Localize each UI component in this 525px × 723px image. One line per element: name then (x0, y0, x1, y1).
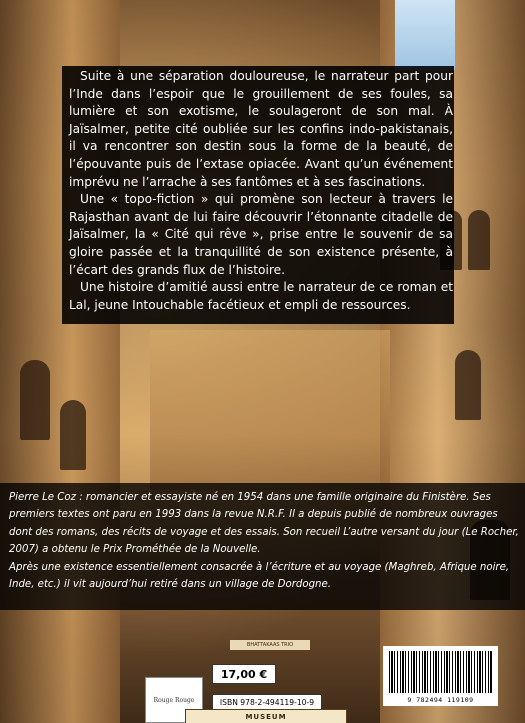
background-sky (395, 0, 455, 70)
blurb-paragraph: Une « topo-fiction » qui promène son lecteur à travers le Rajasthan avant de lui faire découvrir l’étonnante citadelle de Jaïsalmer, la « Cité qui rêve », prise entre le souvenir de sa gloire passée et la tranquillité de son existence présente, à l’écart des grands flux de l’histoire. (69, 192, 453, 277)
background-window (468, 210, 490, 270)
museum-sign: MUSEUM (185, 709, 347, 723)
barcode-digits: 9 782494 119109 (407, 696, 474, 704)
background-window (60, 400, 86, 470)
blurb-paragraph: Une histoire d’amitié aussi entre le narrateur de ce roman et Lal, jeune Intouchable facétieux et empli de ressources. (69, 280, 453, 312)
price-label: 17,00 € (212, 664, 276, 684)
bio-paragraph: Pierre Le Coz : romancier et essayiste né en 1954 dans une famille originaire du Finistère. Ses premiers textes ont paru en 1993 dans la revue N.R.F. Il a depuis publié de nombreux ouvrages dont des romans, des récits de voyage et des essais. Son recueil L’autre versant du jour (Le Rocher, 2007) a obtenu le Prix Prométhée de la Nouvelle. (9, 492, 519, 556)
publisher-logo: Rouge Rouge (145, 677, 203, 723)
blurb-paragraph: Suite à une séparation douloureuse, le narrateur part pour l’Inde dans l’espoir que le grouillement de ses foules, sa lumière et son exotisme, le soulageront de son mal. À Jaïsalmer, petite cité oubliée sur les confins indo-pakistanais, il va rencontrer son destin sous la forme de la beauté, de l’épouvante puis de l’extase opiacée. Avant qu’un événement imprévu ne l’arrache à ses fantômes et à ses fascinations. (69, 69, 453, 189)
author-bio (9, 489, 519, 593)
isbn-label: ISBN 978-2-494119-10-9 (212, 694, 322, 710)
street-sign-small: BHATTAKAAS TRIO (230, 640, 310, 650)
blurb-text (69, 68, 453, 314)
barcode (383, 646, 498, 706)
background-window (455, 350, 481, 420)
background-balcony (150, 330, 390, 490)
background-window (20, 360, 50, 440)
barcode-bars (389, 651, 492, 693)
bio-paragraph: Après une existence essentiellement consacrée à l’écriture et au voyage (Maghreb, Afrique noire, Inde, etc.) il vit aujourd’hui retiré dans un village de Dordogne. (9, 561, 510, 591)
